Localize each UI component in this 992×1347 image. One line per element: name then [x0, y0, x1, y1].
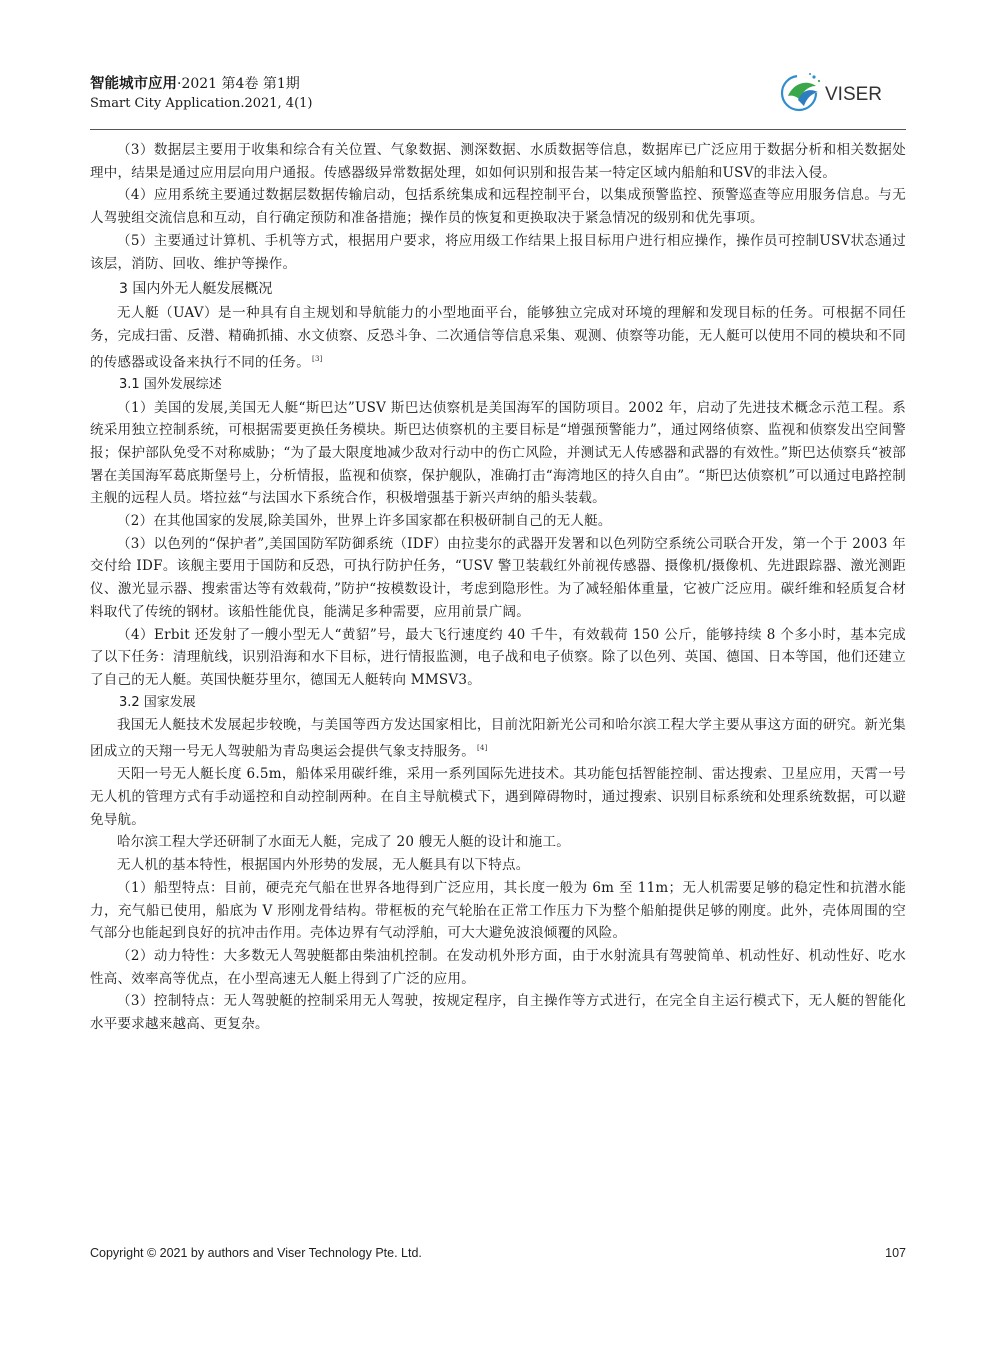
- page-footer: [90, 1246, 906, 1266]
- paragraph: 无人机的基本特性，根据国内外形势的发展，无人艇具有以下特点。: [117, 857, 530, 874]
- paragraph: （4）Erbit 还发射了一艘小型无人“黄貂”号，最大飞行速度约 40 千牛，有效载荷 150 公斤，能够持续 8 个多小时，基本完成了以下任务：清理航线，识别沿海和水下目标，进行情报监测，电子战和电子侦察。除了以色列、英国、德国、日本等国，他们还建立了自己的无人艇。英国快艇芬里尔，德国无人艇转向 MMSV3。: [90, 626, 906, 688]
- section-heading-3: 3 国内外无人艇发展概况: [119, 281, 273, 298]
- citation-ref: [4]: [477, 744, 488, 753]
- journal-name: 智能城市应用: [90, 75, 177, 92]
- section-heading-3-2: 3.2 国家发展: [119, 694, 196, 710]
- paragraph: [90, 302, 906, 374]
- journal-english-title: Smart City Application.2021, 4(1): [90, 96, 313, 111]
- paragraph: [90, 714, 906, 763]
- journal-issue: ·2021 第4卷 第1期: [177, 76, 300, 92]
- citation-ref: [3]: [312, 354, 323, 363]
- paragraph: （4）应用系统主要通过数据层数据传输启动，包括系统集成和远程控制平台，以集成预警监控、预警巡查等应用服务信息。与无人驾驶组交流信息和互动，自行确定预防和准备措施；操作员的恢复和更换取决于紧急情况的级别和优先事项。: [90, 187, 906, 227]
- paragraph: 哈尔滨工程大学还研制了水面无人艇，完成了 20 艘无人艇的设计和施工。: [117, 834, 571, 851]
- paragraph: （3）控制特点：无人驾驶艇的控制采用无人驾驶，按规定程序，自主操作等方式进行，在完全自主运行模式下，无人艇的智能化水平要求越来越高、更复杂。: [90, 993, 906, 1033]
- page-header: [90, 74, 910, 124]
- paragraph-text: 无人艇（UAV）是一种具有自主规划和导航能力的小型地面平台，能够独立完成对环境的理解和发现目标的任务。可根据不同任务，完成扫雷、反潜、精确抓捕、水文侦察、反恐斗争、二次通信等信息采集、观测、侦察等功能，无人艇可以使用不同的模块和不同的传感器或设备来执行不同的任务。: [90, 305, 906, 371]
- paragraph-text: 我国无人艇技术发展起步较晚，与美国等西方发达国家相比，目前沈阳新光公司和哈尔滨工程大学主要从事这方面的研究。新光集团成立的天翔一号无人驾驶船为青岛奥运会提供气象支持服务。: [90, 717, 906, 760]
- logo-text: VISER: [825, 84, 883, 105]
- paragraph: （1）船型特点：目前，硬壳充气船在世界各地得到广泛应用，其长度一般为 6m 至 11m；无人机需要足够的稳定性和抗潜水能力，充气船已使用，船底为 V 形刚龙骨结构。带框板的充气轮胎在正常工作压力下为整个船舶提供足够的刚度。此外，壳体周围的空气部分也能起到良好的抗冲击作用。壳体边界有气动浮舶，可大大避免波浪倾覆的风险。: [90, 879, 906, 942]
- bird-logo-icon: [778, 70, 898, 116]
- paragraph: （2）在其他国家的发展,除美国外，世界上许多国家都在积极研制自己的无人艇。: [117, 513, 612, 530]
- section-heading-3-1: 3.1 国外发展综述: [119, 376, 222, 392]
- header-divider: [90, 129, 906, 130]
- copyright-text: Copyright © 2021 by authors and Viser Technology Pte. Ltd.: [90, 1246, 422, 1260]
- paragraph: （3）以色列的“保护者”,美国国防军防御系统（IDF）由拉斐尔的武器开发署和以色列防空系统公司联合开发，第一个于 2003 年交付给 IDF。该舰主要用于国防和反恐，可执行防护任务，“USV 警卫装载红外前视传感器、摄像机/摄像机、先进跟踪器、激光测距仪、激光显示器、搜索雷达等有效载荷，”防护“按模数设计，考虑到隐形性。为了减轻船体重量，它被广泛应用。碳纤维和轻质复合材料取代了传统的钢材。该船性能优良，能满足多种需要，应用前景广阔。: [90, 535, 906, 620]
- article-body: [90, 139, 906, 1036]
- viser-logo: [778, 70, 898, 116]
- paragraph: （5）主要通过计算机、手机等方式，根据用户要求，将应用级工作结果上报目标用户进行相应操作，操作员可控制USV状态通过该层，消防、回收、维护等操作。: [90, 232, 906, 272]
- paragraph: （2）动力特性：大多数无人驾驶艇都由柴油机控制。在发动机外形方面，由于水射流具有驾驶简单、机动性好、机动性好、吃水性高、效率高等优点，在小型高速无人艇上得到了广泛的应用。: [90, 947, 906, 987]
- paragraph: （3）数据层主要用于收集和综合有关位置、气象数据、测深数据、水质数据等信息，数据库已广泛应用于数据分析和相关数据处理中，结果是通过应用层向用户通报。传感器级异常数据处理，如如何识别和报告某一特定区域内船舶和USV的非法入侵。: [90, 142, 906, 181]
- page-number: 107: [885, 1246, 906, 1260]
- paragraph: （1）美国的发展,美国无人艇“斯巴达”USV 斯巴达侦察机是美国海军的国防项目。2002 年，启动了先进技术概念示范工程。系统采用独立控制系统，可根据需要更换任务模块。斯巴达侦察机的主要目标是“增强预警能力”，通过网络侦察、监视和侦察发出空间警报；保护部队免受不对称威胁；“为了最大限度地减少敌对行动中的伤亡风险，并测试无人传感器和武器的有效性。”斯巴达侦察兵“被部署在美国海军葛底斯堡号上，分析情报，监视和侦察，保护舰队，准确打击“海湾地区的持久自由”。“斯巴达侦察机”可以通过电路控制主舰的远程人员。塔拉兹“与法国水下系统合作，积极增强基于新兴声纳的船头装载。: [90, 399, 906, 507]
- paragraph: 天阳一号无人艇长度 6.5m，船体采用碳纤维，采用一系列国际先进技术。其功能包括智能控制、雷达搜索、卫星应用，天霄一号无人机的管理方式有手动遥控和自动控制两种。在自主导航模式下，遇到障碍物时，通过搜索、识别目标系统和处理系统数据，可以避免导航。: [90, 766, 906, 828]
